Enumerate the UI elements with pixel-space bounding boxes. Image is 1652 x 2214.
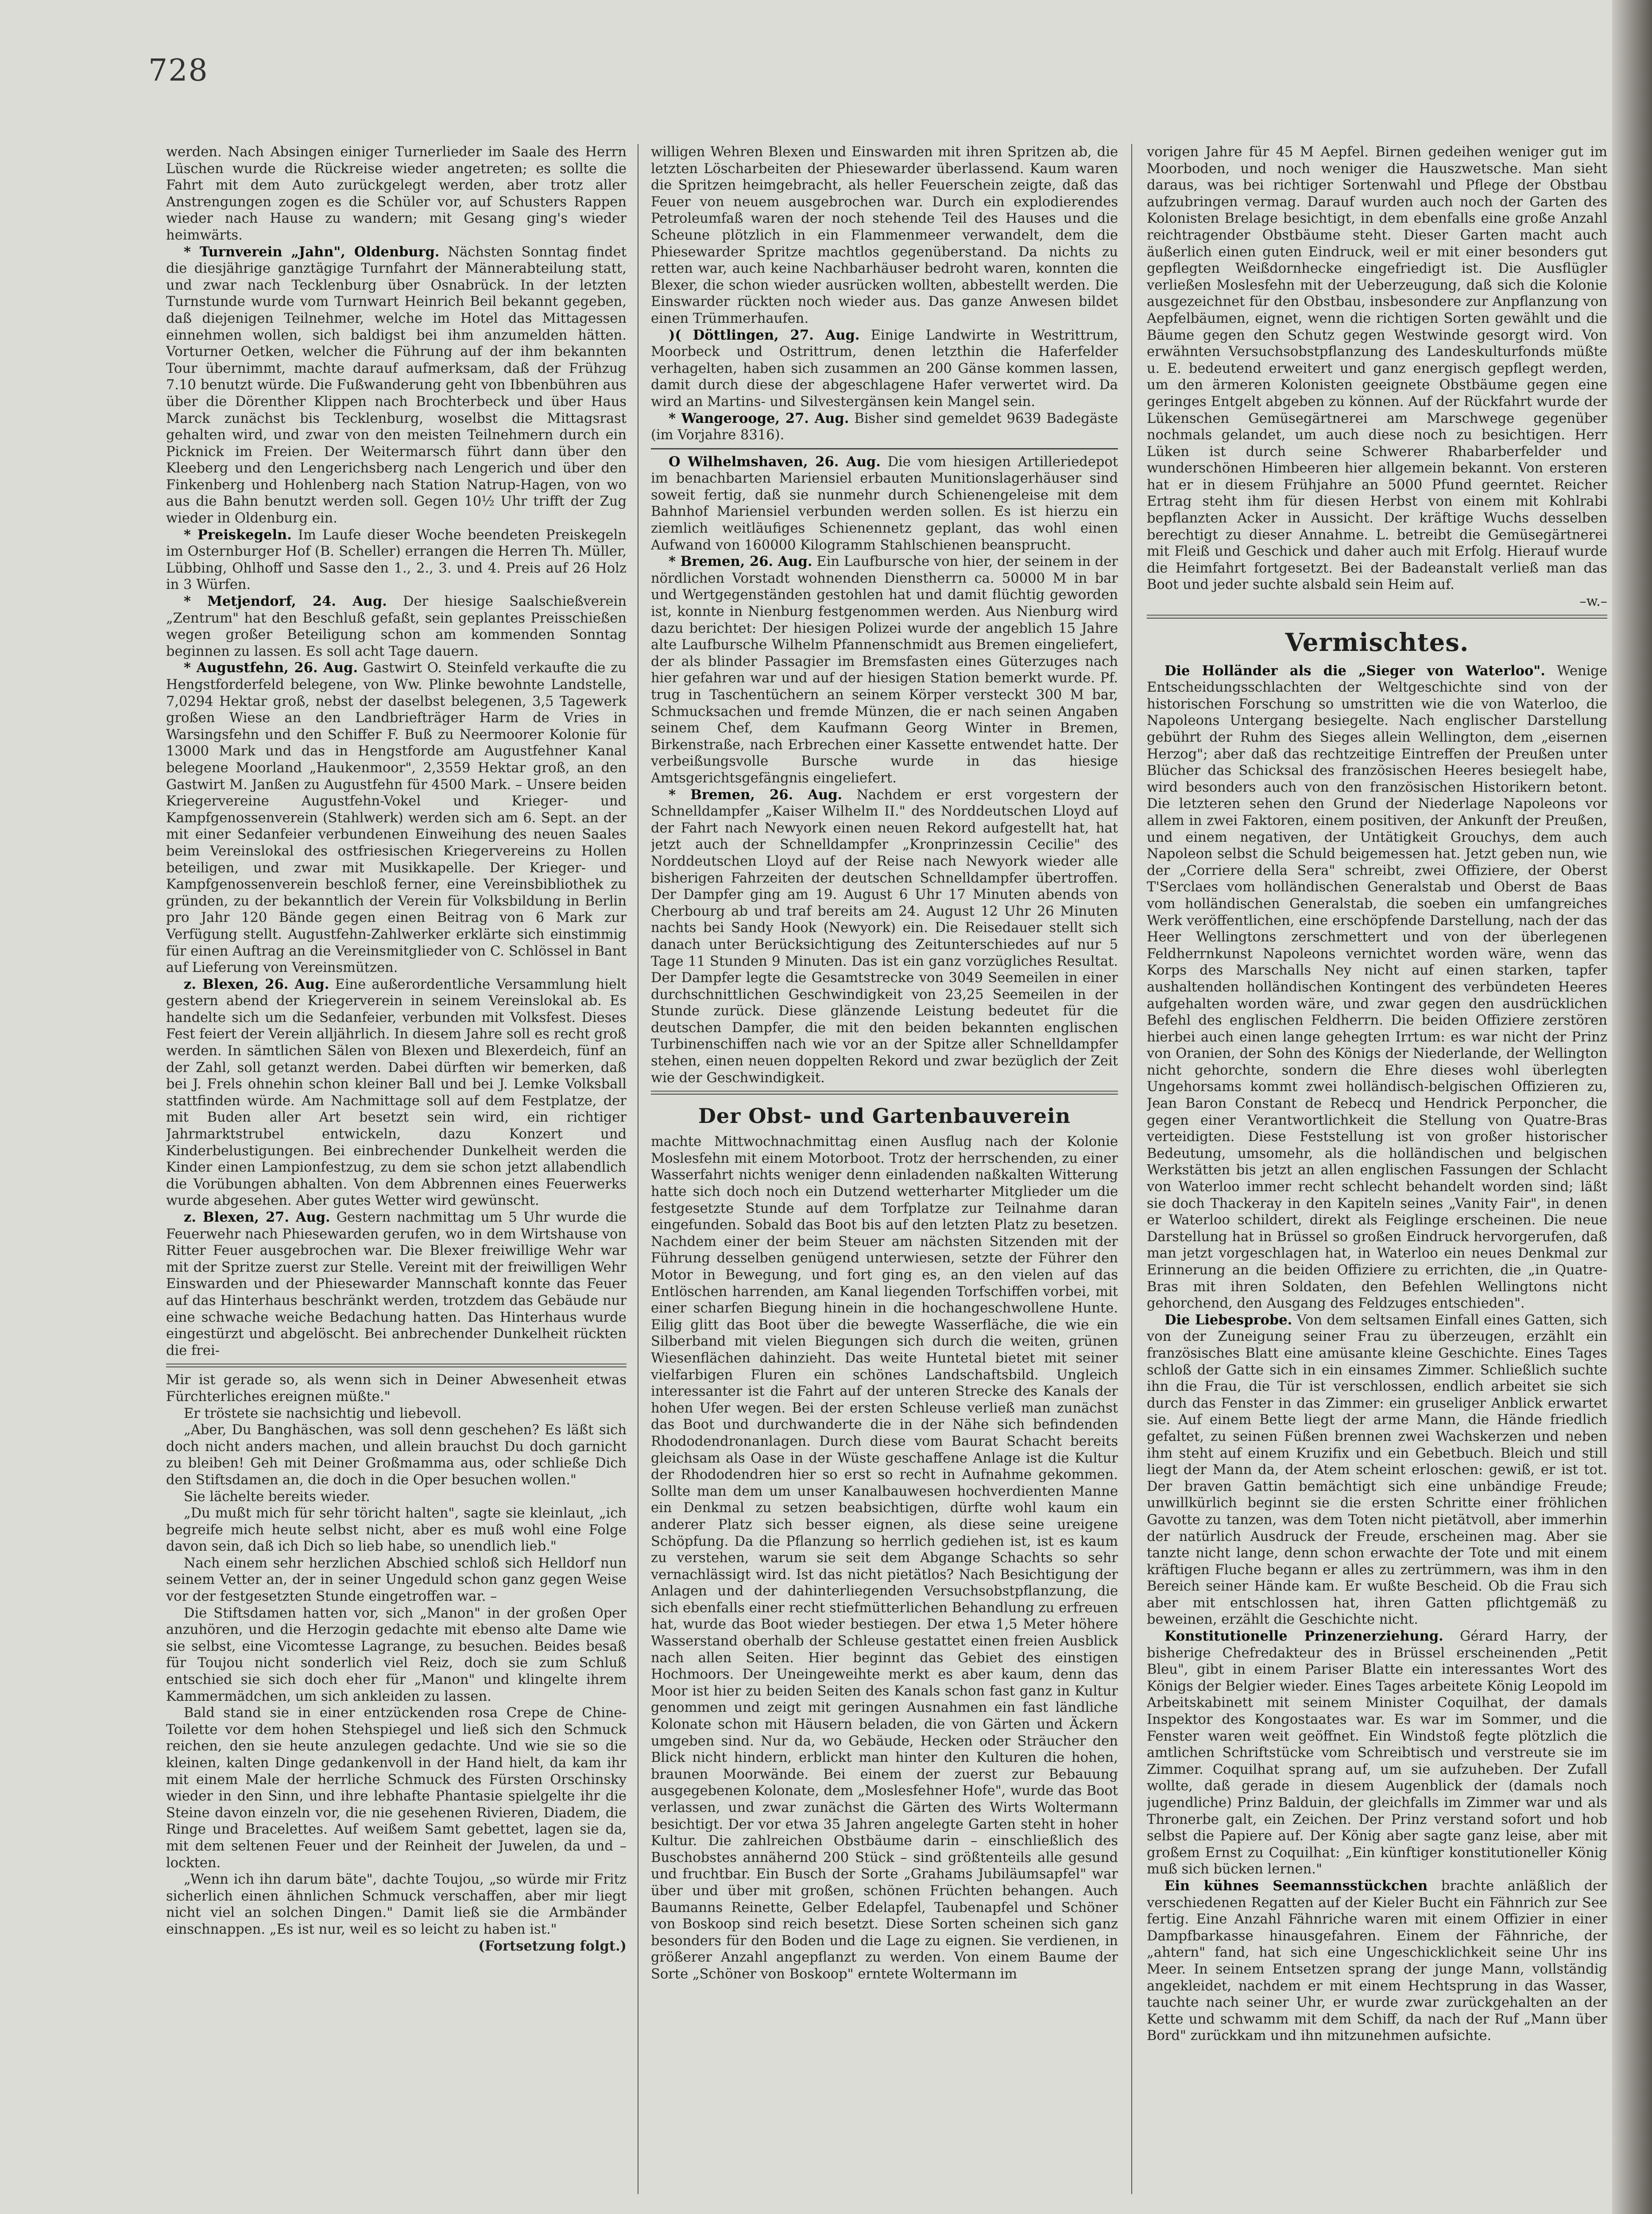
article-paragraph	[651, 554, 1118, 786]
section-divider	[651, 1091, 1118, 1095]
article-heading: z. Blexen, 26. Aug.	[184, 976, 329, 992]
article-paragraph: werden. Nach Absingen einiger Turnerlieder im Saale des Herrn Lüschen wurde die Rückreise wieder angetreten; es sollte die Fahrt mit dem Auto zurückgelegt werden, aber trotz aller Anstrengungen zogen es die Schüler vor, auf Schusters Rappen wieder nach Hause zu wandern; mit Gesang ging's wieder heimwärts.	[166, 144, 627, 243]
article-text: Nächsten Sonntag findet die diesjährige ganztägige Turnfahrt der Männerabteilung statt, und zwar nach Tecklenburg über Osnabrück. In der letzten Turnstunde wurde vom Turnwart Heinrich Beil bekannt gegeben, daß diejenigen Teilnehmer, welche im Hotel das Mittagessen einnehmen wollen, sich baldigst bei ihm anzumelden hätten. Vorturner Oetken, welcher die Führung auf der ihm bekannten Tour übernimmt, machte darauf aufmerksam, daß der Frühzug 7.10 benutzt würde. Die Fußwanderung geht von Ibbenbühren aus über die Dörenther Klippen nach Brochterbeck und über Haus Marck zunächst bis Tecklenburg, woselbst die Mittagsrast gehalten wird, und zwar von den meisten Teilnehmern durch ein Picknick im Freien. Der Weitermarsch führt dann über den Kleeberg und den Lengerichsberg nach Lengerich und über den Finkenberg und Hohlenberg nach Station Natrup-Hagen, von wo aus die Bahn benutzt werden soll. Gegen 10½ Uhr trifft der Zug wieder in Oldenburg ein.	[166, 244, 627, 526]
article-text: Bisher sind gemeldet 9639 Badegäste (im Vorjahre 8316).	[651, 410, 1118, 443]
article-paragraph	[166, 660, 627, 976]
story-paragraph: Die Stiftsdamen hatten vor, sich „Manon" in der großen Oper anzuhören, und die Herzogin gedachte mit ebenso alte Dame wie sie selbst, eine Vicomtesse Lagrange, zu besuchen. Beides besaß für Toujou nicht sonderlich viel Reiz, doch sie zum Schluß entschied sie sich doch eher für „Manon" und klingelte ihrem Kammermädchen, um sich ankleiden zu lassen.	[166, 1605, 627, 1704]
story-paragraph: „Du mußt mich für sehr töricht halten", sagte sie kleinlaut, „ich begreife mich heute selbst nicht, aber es muß wohl eine Folge davon sein, daß ich Dich so lieb habe, so unendlich lieb."	[166, 1506, 627, 1555]
article-heading: * Wangerooge, 27. Aug.	[669, 410, 849, 426]
article-heading: Konstitutionelle Prinzenerziehung.	[1165, 1628, 1443, 1645]
article-paragraph	[651, 327, 1118, 410]
column-divider	[1131, 144, 1132, 2194]
article-paragraph: machte Mittwochnachmittag einen Ausflug nach der Kolonie Moslesfehn mit einem Motorboot. Trotz der herrschenden, zu einer Wasserfahrt nichts weniger denn einladenden naßkalten Witterung hatte sich doch noch ein Dutzend wetterharter Mitglieder um die festgesetzte Stunde auf dem Torfplatze zur Teilnahme daran eingefunden. Sobald das Boot bis auf den letzten Platz zu besetzen. Nachdem einer der beim Steuer am nächsten Sitzenden mit der Führung desselben genügend unterwiesen, setzte der Führer den Motor in Bewegung, und fort ging es, an den vielen auf das Entlöschen harrenden, am Kanal liegenden Torfschiffen vorbei, mit einer scharfen Biegung hinein in die hochangeschwollene Hunte. Eilig glitt das Boot über die bewegte Wasserfläche, die wie ein Silberband mit vielen Biegungen sich durch die weiten, grünen Wiesenflächen dahinzieht. Das weite Huntetal bietet mit seiner vielfarbigen Fluren ein schönes Landschaftsbild. Ungleich interessanter ist die Fahrt auf der unteren Strecke des Kanals der hohen Ufer wegen. Bei der ersten Schleuse verließ man zunächst das Boot und durchwanderte die in der Nähe sich befindenden Rhododendronanlagen. Durch diese vom Baurat Schacht bereits gleichsam als Oase in der Wüste geschaffene Anlage ist die Kultur der Rhododendren hier so erst so recht in Aufnahme gekommen. Sollte man dem um unser Kanalbauwesen hochverdienten Manne ein Denkmal zu setzen beabsichtigen, dürfte wohl kaum ein anderer Platz sich besser eignen, als diese seine ureigene Schöpfung. Da die Pflanzung so herrlich gediehen ist, ist es kaum zu verstehen, warum sie seit dem Abgange Schachts so sehr vernachlässigt wird. Ist das nicht pietätlos? Nach Besichtigung der Anlagen und der dahinterliegenden Versuchsobstpflanzung, die sich ebenfalls einer recht stiefmütterlichen Behandlung zu erfreuen hat, wurde das Boot wieder bestiegen. Der etwa 1,5 Meter höhere Wasserstand oberhalb der Schleuse gestattet einen freien Ausblick nach allen Seiten. Hier beginnt das Gebiet des einstigen Hochmoors. Der Uneingeweihte merkt es aber kaum, denn das Moor ist hier zu beiden Seiten des Kanals schon fast ganz in Kultur genommen und zeigt mit geringen Ausnahmen ein fast ländliche Kolonate schon mit Häusern beladen, die von Gärten und Äckern umgeben sind. Nur da, wo Gebäude, Hecken oder Sträucher den Blick nicht hindern, erblickt man hinter den Kulturen die hohen, braunen Moorwände. Bei einem der zuerst zur Bebauung ausgegebenen Kolonate, dem „Moslesfehner Hofe", wurde das Boot verlassen, und zwar zunächst die Gärten des Wirts Woltermann besichtigt. Der vor etwa 35 Jahren angelegte Garten steht in hoher Kultur. Die zahlreichen Obstbäume darin – einschließlich des Buschobstes annähernd 200 Stück – sind größtenteils alle gesund und fruchtbar. Ein Busch der Sorte „Grahams Jubiläumsapfel" war über und über mit großen, schönen Früchten behangen. Auch Baumanns Reinette, Gelber Edelapfel, Taubenapfel und Schöner von Boskoop sind reich besetzt. Diese Sorten scheinen sich ganz besonders für den Boden und die Lage zu eignen. Sie verdienen, in größerer Anzahl angepflanzt zu werden. Von einem Baume der Sorte „Schöner von Boskoop" erntete Woltermann im	[651, 1134, 1118, 1982]
section-heading-obst-gartenbauverein: Der Obst- und Gartenbauverein	[698, 1104, 1071, 1128]
article-paragraph	[166, 1209, 627, 1359]
article-paragraph	[1147, 1878, 1607, 2044]
article-heading: * Turnverein „Jahn", Oldenburg.	[184, 244, 440, 260]
article-text: Die vom hiesigen Artilleriedepot im benachbarten Mariensiel erbauten Munitionslagerhäuser sind soweit fertig, daß sie nunmehr durch Schienengeleise mit dem Bahnhof Mariensiel verbunden werden sollen. Es ist hierzu ein ziemlich weitläufiges Schienennetz geplant, das wohl einen Aufwand von 160000 Kilogramm Stahlschienen beansprucht.	[651, 454, 1118, 553]
book-binding-edge	[1612, 0, 1652, 2214]
feuilleton-divider	[166, 1363, 627, 1367]
column-2	[651, 144, 1118, 2214]
article-text: Der hiesige Saalschießverein „Zentrum" hat den Beschluß gefaßt, sein geplantes Preisschießen wegen großer Beteiligung schon am kommenden Sonntag beginnen zu lassen. Es soll acht Tage dauern.	[166, 594, 627, 659]
article-text: Im Laufe dieser Woche beendeten Preiskegeln im Osternburger Hof (B. Scheller) errangen die Herren Th. Müller, Lübbing, Ohlhoff und Sasse den 1., 2., 3. und 4. Preis auf 26 Holz in 3 Würfen.	[166, 527, 627, 593]
article-heading: * Bremen, 26. Aug.	[669, 554, 812, 570]
story-paragraph: „Aber, Du Banghäschen, was soll denn geschehen? Es läßt sich doch nicht anders machen, und allein brauchst Du doch garnicht zu bleiben! Geh mit Deiner Großmamma aus, oder schließe Dich den Stiftsdamen an, die doch in die Oper besuchen wollen."	[166, 1422, 627, 1488]
article-text: Nachdem er erst vorgestern der Schnelldampfer „Kaiser Wilhelm II." des Norddeutschen Lloyd auf der Fahrt nach Newyork einen neuen Rekord aufgestellt hat, hat jetzt auch der Schnelldampfer „Kronprinzessin Cecilie" des Norddeutschen Lloyd auf der Reise nach Newyork wieder alle bisherigen Fahrzeiten der deutschen Schnelldampfer übertroffen. Der Dampfer ging am 19. August 6 Uhr 17 Minuten abends von Cherbourg ab und traf bereits am 24. August 12 Uhr 26 Minuten nachts bei Sandy Hook (Newyork) ein. Die Reisedauer stellt sich danach unter Berücksichtigung des Zeitunterschiedes auf nur 5 Tage 11 Stunden 9 Minuten. Das ist ein ganz vorzügliches Resultat. Der Dampfer legte die Gesamtstrecke von 3049 Seemeilen in einer durchschnittlichen Geschwindigkeit von 23,25 Seemeilen in der Stunde zurück. Diese glänzende Leistung bedeutet für die deutschen Dampfer, die mit den beiden bekannten englischen Turbinenschiffen nach wie vor an der Spitze aller Schnelldampfer stehen, einen neuen doppelten Rekord und zwar bezüglich der Zeit wie der Geschwindigkeit.	[651, 787, 1118, 1086]
section-divider	[1147, 615, 1607, 619]
article-text: Von dem seltsamen Einfall eines Gatten, sich von der Zuneigung seiner Frau zu überzeugen, erzählt ein französisches Blatt eine amüsante kleine Geschichte. Eines Tages schloß der Gatte sich in ein einsames Zimmer. Schließlich suchte ihn die Frau, die Tür ist verschlossen, endlich arbeitet sie sich durch das Fenster in das Zimmer: ein gruseliger Anblick erwartet sie. Auf einem Bette liegt der arme Mann, die Hände friedlich gefaltet, zu seinen Füßen brennen zwei Wachskerzen und neben ihm steht auf einem Kruzifix und ein Gebetbuch. Bleich und still liegt der Mann da, der Atem scheint erloschen: gewiß, er ist tot. Der braven Gattin bemächtigt sich eine unbändige Freude; unwillkürlich beginnt sie die ersten Schritte einer fröhlichen Gavotte zu tanzen, was dem Toten nicht pietätvoll, aber immerhin der natürlich Ausdruck der Freude, erscheinen mag. Aber sie tanzte nicht lange, denn schon erwachte der Tote und mit einem kräftigen Fluche begann er alles zu zertrümmern, was ihm in den Bereich seiner Hände kam. Er wußte Bescheid. Ob die Frau sich aber mit entschlossen hat, ihren Gatten pflichtgemäß zu beweinen, erzählt die Geschichte nicht.	[1147, 1312, 1607, 1628]
story-paragraph: Bald stand sie in einer entzückenden rosa Crepe de Chine-Toilette vor dem hohen Stehspiegel und ließ sich den Schmuck reichen, den sie heute anzulegen gedachte. Und wie sie so die kleinen, kalten Dinge gedankenvoll in der Hand hielt, da kam ihr mit einem Male der herrliche Schmuck des Fürsten Orschinsky wieder in den Sinn, und ihre lebhafte Phantasie spielgelte ihr die Steine davon einzeln vor, die nie gesehenen Rivieren, Diadem, die Ringe und Bracelettes. Auf weißem Samt gebettet, lagen sie da, mit dem seltenen Feuer und der Reinheit der Juwelen, da und – lockten.	[166, 1705, 627, 1871]
story-paragraph: Sie lächelte bereits wieder.	[184, 1489, 370, 1505]
column-1	[166, 144, 627, 2214]
story-paragraph: Nach einem sehr herzlichen Abschied schloß sich Helldorf nun seinem Vetter an, der in seiner Ungeduld schon ganz gegen Weise vor der festgesetzten Stunde eingetroffen war. –	[166, 1555, 627, 1605]
page-number: 728	[148, 53, 209, 88]
article-heading: Die Holländer als die „Sieger von Waterloo".	[1165, 662, 1545, 679]
article-heading: Die Liebesprobe.	[1165, 1312, 1292, 1328]
article-divider	[651, 448, 1118, 449]
article-heading: * Augustfehn, 26. Aug.	[184, 660, 358, 676]
article-heading: z. Blexen, 27. Aug.	[184, 1209, 330, 1225]
author-signature: –w.–	[1579, 594, 1607, 610]
article-text: Einige Landwirte in Westrittrum, Moorbeck und Ostrittrum, denen letzthin die Haferfelder verhagelten, haben sich zusammen an 200 Gänse kommen lassen, damit durch diese der abgeschlagene Hafer verwertet wird. Da wird an Martins- und Silvestergänsen kein Mangel sein.	[651, 327, 1118, 410]
article-heading: )( Döttlingen, 27. Aug.	[669, 327, 860, 343]
article-paragraph	[651, 787, 1118, 1087]
article-paragraph	[166, 593, 627, 660]
article-text: Gastwirt O. Steinfeld verkaufte die zu Hengstforderfeld belegene, von Ww. Plinke bewohnte Landstelle, 7,0294 Hektar groß, nebst der daselbst belegenen, 3,5 Tagewerk großen Wiese an den Landbriefträger Harm de Vries in Warsingsfehn und den Schiffer F. Buß zu Neermoorer Kolonie für 13000 Mark und das in Hengstforde am Augustfehner Kanal belegene Moorland „Haukenmoor", 2,3559 Hektar groß, an den Gastwirt M. Janßen zu Augustfehn für 4500 Mark. – Unsere beiden Kriegervereine Augustfehn-Vokel und Krieger- und Kampfgenossenverein (Stahlwerk) werden sich am 6. Sept. an der mit einer Sedanfeier verbundenen Einweihung des neuen Saales beim Vereinslokal des ostfriesischen Kriegervereins zu Hollen beteiligen, und zwar mit Musikkapelle. Der Krieger- und Kampfgenossenverein beschloß ferner, eine Vereinsbibliothek zu gründen, zu der bekanntlich der Verein für Volksbildung in Berlin pro Jahr 120 Bände gegen einen Beitrag von 6 Mark zur Verfügung stellt. Augustfehn-Zahlwerker erklärte sich einstimmig für einen Auftrag an die Vereinsmitglieder von C. Schlössel in Bant auf Lieferung von Vereinsmützen.	[166, 660, 627, 976]
article-heading: O Wilhelmshaven, 26. Aug.	[669, 453, 881, 470]
article-heading: * Bremen, 26. Aug.	[669, 786, 843, 803]
article-text: Ein Laufbursche von hier, der seinem in der nördlichen Vorstadt wohnenden Dienstherrn ca. 50000 M in bar und Wertgegenständen gestohlen hat und damit flüchtig geworden ist, konnte in Nienburg festgenommen werden. Aus Nienburg wird dazu berichtet: Der hiesigen Polizei wurde der angeblich 15 Jahre alte Laufbursche Wilhelm Pfannenschmidt aus Bremen eingeliefert, der als blinder Passagier im Bremsfasten eines Güterzuges nach hier gefahren war und auf der hiesigen Station bemerkt wurde. Pf. trug in Taschentüchern an seinem Körper versteckt 300 M bar, Schmucksachen und fremde Münzen, die er nach seinen Angaben seinem Chef, dem Kaufmann Georg Winter in Bremen, Birkenstraße, nach Erbrechen einer Kassette entwendet hatte. Der verbeißungsvolle Bursche wurde in das hiesige Amtsgerichtsgefängnis eingeliefert.	[651, 554, 1118, 786]
column-3	[1147, 144, 1607, 2214]
article-paragraph: willigen Wehren Blexen und Einswarden mit ihren Spritzen ab, die letzten Löscharbeiten der Phiesewarder überlassend. Kaum waren die Spritzen heimgebracht, als heller Feuerschein zeigte, daß das Feuer von neuem ausgebrochen war. Durch ein explodierendes Petroleumfaß waren der noch stehende Teil des Hauses und die Scheune plötzlich in ein Flammenmeer verwandelt, dem die Phiesewarder Spritze machtlos gegenüberstand. Da nichts zu retten war, auch keine Nachbarhäuser bedroht waren, konnten die Blexer, die schon wieder ausrücken wollten, abbestellt werden. Die Einswarder rückten noch wieder aus. Das ganze Anwesen bildet einen Trümmerhaufen.	[651, 144, 1118, 326]
article-text: Eine außerordentliche Versammlung hielt gestern abend der Kriegerverein in seinem Vereinslokal ab. Es handelte sich um die Sedanfeier, verbunden mit Volksfest. Dieses Fest feiert der Verein alljährlich. In diesem Jahre soll es recht groß werden. In sämtlichen Sälen von Blexen und Blexerdeich, fünf an der Zahl, soll getanzt werden. Dabei dürften wir bemerken, daß bei J. Frels ohnehin schon kleiner Ball und bei J. Lemke Volksball stattfinden würde. Am Nachmittage soll auf dem Festplatze, der mit Buden aller Art besetzt sein wird, ein richtiger Jahrmarktstrubel entwickeln, dazu Konzert und Kinderbelustigungen. Bei einbrechender Dunkelheit werden die Kinder einen Lampionfestzug, zu dem sie schon jetzt allabendlich die Vorübungen abhalten. Von dem Abbrennen eines Feuerwerks wurde abgesehen. Aber gutes Wetter wird gewünscht.	[166, 976, 627, 1209]
article-paragraph: vorigen Jahre für 45 M Aepfel. Birnen gedeihen weniger gut im Moorboden, und noch weniger die Hauszwetsche. Man sieht daraus, was bei richtiger Sortenwahl und Pflege der Obstbau aufzubringen vermag. Darauf wurden auch noch der Garten des Kolonisten Brelage besichtigt, in dem ebenfalls eine große Anzahl reichtragender Obstbäume steht. Dieser Garten macht auch äußerlich einen guten Eindruck, weil er mit einer besonders gut gepflegten Weißdornhecke eingefriedigt ist. Die Ausflügler verließen Moslesfehn mit der Ueberzeugung, daß sich die Kolonie ausgezeichnet für den Obstbau, insbesondere zur Anpflanzung von Aepfelbäumen, eignet, wenn die richtigen Sorten gewählt und die Bäume gegen den Schutz gegen Westwinde gesorgt wird. Von erwähnten Versuchsobstpflanzung des Landeskulturfonds müßte u. E. bedeutend erweitert und ganz energisch gepflegt werden, um den ärmeren Kolonisten geeignete Obstbäume gegen eine geringes Entgelt abgeben zu können. Auf der Rückfahrt wurde der Lükenschen Gemüsegärtnerei am Marschwege gegenüber nochmals gelandet, um auch diese noch zu besichtigen. Herr Lüken ist durch seine Schwerer Rhabarberfelder und wunderschönen Himbeeren hier allgemein bekannt. Von ersteren hat er in diesem Frühjahre an 5000 Pfund geerntet. Reicher Ertrag steht ihm für diesen Herbst von einem mit Kohlrabi bepflanzten Acker in Aussicht. Der kräftige Wuchs desselben berechtigt zu dieser Annahme. L. betreibt die Gemüsegärtnerei mit Fleiß und Geschick und daher auch mit Erfolg. Hierauf wurde die Heimfahrt fortgesetzt. Bei der Badeanstalt verließ man das Boot und jeder suchte alsbald sein Heim auf.	[1147, 144, 1607, 593]
article-heading: Ein kühnes Seemannsstückchen	[1165, 1877, 1428, 1894]
article-paragraph	[166, 527, 627, 593]
article-paragraph	[1147, 663, 1607, 1312]
article-paragraph	[651, 454, 1118, 554]
article-heading: * Metjendorf, 24. Aug.	[184, 593, 387, 610]
article-paragraph	[166, 976, 627, 1209]
article-text: Gérard Harry, der bisherige Chefredakteur des in Brüssel erscheinenden „Petit Bleu", gibt in einem Pariser Blatte ein interessantes Wort des Königs der Belgier wieder. Eines Tages arbeitete König Leopold im Arbeitskabinett mit seinem Minister Coquilhat, der damals Inspektor des Kongostaates war. Es war im Sommer, und die Fenster waren weit geöffnet. Ein Windstoß fegte plötzlich die amtlichen Schriftstücke vom Schreibtisch und verstreute sie im Zimmer. Coquilhat sprang auf, um sie aufzuheben. Der Zufall wollte, daß gerade in diesem Augenblick der (damals noch jugendliche) Prinz Balduin, der gleichfalls im Zimmer war und als Thronerbe galt, ein Zeichen. Der Prinz verstand sofort und hob selbst die Papiere auf. Der König aber sagte ganz leise, aber mit großem Ernst zu Coquilhat: „Ein künftiger konstitutioneller König muß sich bücken lernen."	[1147, 1629, 1607, 1877]
section-heading-vermischtes: Vermischtes.	[1285, 627, 1469, 657]
article-paragraph	[1147, 1312, 1607, 1628]
story-paragraph: Er tröstete sie nachsichtig und liebevoll.	[184, 1405, 462, 1421]
story-paragraph: „Wenn ich ihn darum bäte", dachte Toujou, „so würde mir Fritz sicherlich einen ähnlichen Schmuck verschaffen, aber mir liegt nicht viel an solchen Dingen." Damit ließ sie die Armbänder einschnappen. „Es ist nur, weil es so leicht zu haben ist."	[166, 1872, 627, 1937]
article-text: Gestern nachmittag um 5 Uhr wurde die Feuerwehr nach Phiesewarden gerufen, wo in dem Wirtshause von Ritter Feuer ausgebrochen war. Die Blexer freiwillige Wehr war mit der Spritze zuerst zur Stelle. Vereint mit der freiwilligen Wehr Einswarden und der Phiesewarder Mannschaft konnte das Feuer auf das Hinterhaus beschränkt werden, trotzdem das Gebäude nur eine schwache weiche Bedachung hatten. Das Hinterhaus wurde eingestürzt und abgelöscht. Bei anbrechender Dunkelheit rückten die frei-	[166, 1210, 627, 1359]
story-paragraph: Mir ist gerade so, als wenn sich in Deiner Abwesenheit etwas Fürchterliches ereignen müßte."	[166, 1372, 627, 1405]
article-paragraph	[651, 410, 1118, 444]
article-text: brachte anläßlich der verschiedenen Regatten auf der Kieler Bucht ein Fähnrich zur See fertig. Eine Anzahl Fähnriche waren mit einem Offizier in einer Dampfbarkasse hinausgefahren. Einem der Fähnriche, der „ahtern" fand, hat sich eine Ungeschicklichkeit seine Uhr ins Meer. In seinem Entsetzen sprang der junge Mann, vollständig angekleidet, nachdem er mit einem Hechtsprung in das Wasser, tauchte nach seiner Uhr, er wurde zwar zurückgehalten an der Kette und schwamm mit dem Schiff, da nach der Ruf „Mann über Bord" zurückkam und ihn mitzunehmen aufsichte.	[1147, 1878, 1607, 2044]
article-heading: * Preiskegeln.	[184, 526, 292, 543]
continuation-note: (Fortsetzung folgt.)	[478, 1938, 627, 1954]
article-paragraph	[1147, 1628, 1607, 1878]
article-paragraph	[166, 244, 627, 527]
article-text: Wenige Entscheidungsschlachten der Weltgeschichte sind von der historischen Forschung so umstritten wie die von Waterloo, die Napoleons Untergang besiegelte. Nach englischer Darstellung gebührt der Ruhm des Sieges allein Wellington, dem „eisernen Herzog"; aber daß das rechtzeitige Eintreffen der Preußen unter Blücher das Schicksal des französischen Heeres besiegelt habe, wird besonders auch von den französischen Historikern betont. Die letzteren sehen den Grund der Niederlage Napoleons vor allem in zwei Faktoren, einem positiven, der Ankunft der Preußen, und einem negativen, der Untätigkeit Grouchys, dem auch Napoleon selbst die Schuld beigemessen hat. Jetzt geben nun, wie der „Corriere della Sera" schreibt, zwei Offiziere, der Oberst T'Serclaes vom holländischen Generalstab und Oberst de Baas vom holländischen Generalstab, die soeben ein umfangreiches Werk veröffentlichen, eine erschöpfende Darstellung, nach der das Heer Wellingtons zerschmettert und von der überlegenen Feldherrnkunst Napoleons vernichtet worden wäre, wenn das Korps des Marschalls Ney nicht auf einen starken, tapfer aushaltenden holländischen Kontingent des verbündeten Heeres aufgehalten worden wäre, und zwar gegen den ausdrücklichen Befehl des englischen Feldherrn. Die beiden Offiziere zerstören hierbei auch einen lange gehegten Irrtum: es war nicht der Prinz von Oranien, der Sohn des Königs der Niederlande, der Wellington nicht gehorchte, sondern die Ehre dieses wohl überlegten Ungehorsams kommt zwei holländisch-belgischen Offizieren zu, Jean Baron Constant de Rebecq und Hendrick Perponcher, die gegen einer Verantwortlichkeit die Stellung von Quatre-Bras verteidigten. Diese Feststellung ist von großer historischer Bedeutung, umsomehr, als die holländischen und belgischen Werkstätten bis jetzt an allen englischen Fassungen der Schlacht von Waterloo immer recht schlecht behandelt worden sind; läßt sie doch Thackeray in den Kapiteln seines „Vanity Fair", in denen er Waterloo schildert, direkt als Feiglinge erscheinen. Die neue Darstellung hat in Brüssel so großen Eindruck hervorgerufen, daß man jetzt vorgeschlagen hat, in Waterloo ein neues Denkmal zur Erinnerung an die beiden Offiziere zu errichten, die „in Quatre-Bras mit ihren Soldaten, den Befehlen Wellingtons nicht gehorchend, den Ausgang des Feldzuges entschieden".	[1147, 663, 1607, 1312]
